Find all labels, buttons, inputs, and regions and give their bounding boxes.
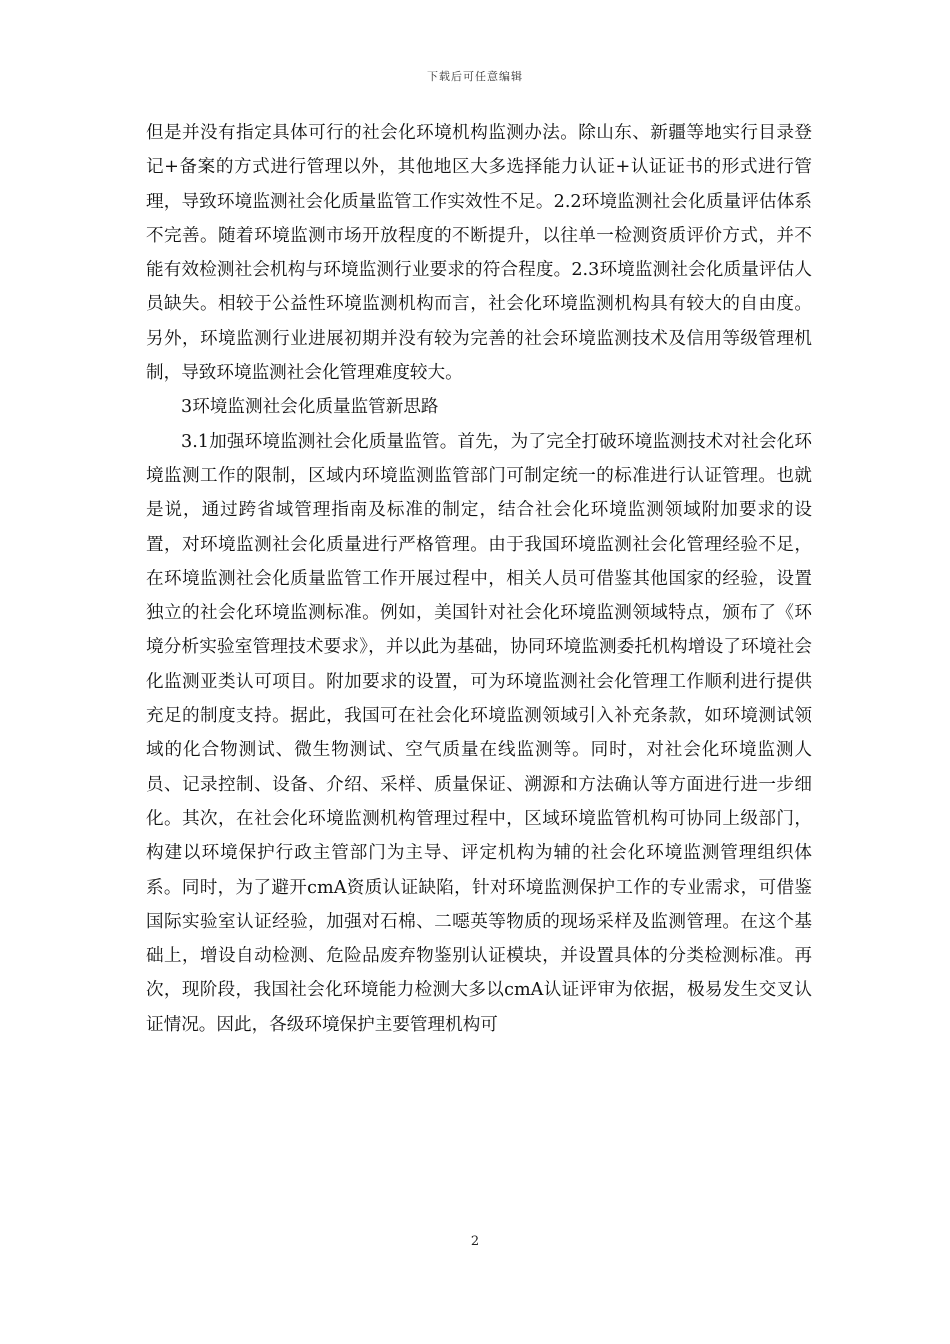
paragraph: 3.1加强环境监测社会化质量监管。首先，为了完全打破环境监测技术对社会化环境监测工作的限制，区域内环境监测监管部门可制定统一的标准进行认证管理。也就是说，通过跨省域管理指南及标准的制定，结合社会化环境监测领域附加要求的设置，对环境监测社会化质量进行严格管理。由于我国环境监测社会化管理经验不足，在环境监测社会化质量监管工作开展过程中，相关人员可借鉴其他国家的经验，设置独立的社会化环境监测标准。例如，美国针对社会化环境监测领域特点，颁布了《环境分析实验室管理技术要求》，并以此为基础，协同环境监测委托机构增设了环境社会化监测亚类认可项目。附加要求的设置，可为环境监测社会化管理工作顺利进行提供充足的制度支持。据此，我国可在社会化环境监测领域引入补充条款，如环境测试领域的化合物测试、微生物测试、空气质量在线监测等。同时，对社会化环境监测人员、记录控制、设备、介绍、采样、质量保证、溯源和方法确认等方面进行进一步细化。其次，在社会化环境监测机构管理过程中，区域环境监管机构可协同上级部门，构建以环境保护行政主管部门为主导、评定机构为辅的社会化环境监测管理组织体系。同时，为了避开cmA资质认证缺陷，针对环境监测保护工作的专业需求，可借鉴国际实验室认证经验，加强对石棉、二噁英等物质的现场采样及监测管理。在这个基础上，增设自动检测、危险品废弃物鉴别认证模块，并设置具体的分类检测标准。再次，现阶段，我国社会化环境能力检测大多以cmA认证评审为依据，极易发生交叉认证情况。因此，各级环境保护主要管理机构可 bbox=[146, 431, 812, 1035]
page-number: 2 bbox=[470, 1234, 480, 1249]
body-text bbox=[146, 116, 812, 1042]
section-heading: 3环境监测社会化质量监管新思路 bbox=[181, 397, 439, 418]
page-header: 下载后可任意编辑 bbox=[427, 70, 523, 83]
paragraph: 但是并没有指定具体可行的社会化环境机构监测办法。除山东、新疆等地实行目录登记+备案的方式进行管理以外，其他地区大多选择能力认证+认证证书的形式进行管理，导致环境监测社会化质量监管工作实效性不足。2.2环境监测社会化质量评估体系不完善。随着环境监测市场开放程度的不断提升，以往单一检测资质评价方式，并不能有效检测社会机构与环境监测行业要求的符合程度。2.3环境监测社会化质量评估人员缺失。相较于公益性环境监测机构而言，社会化环境监测机构具有较大的自由度。另外，环境监测行业进展初期并没有较为完善的社会环境监测技术及信用等级管理机制，导致环境监测社会化管理难度较大。 bbox=[146, 123, 812, 384]
